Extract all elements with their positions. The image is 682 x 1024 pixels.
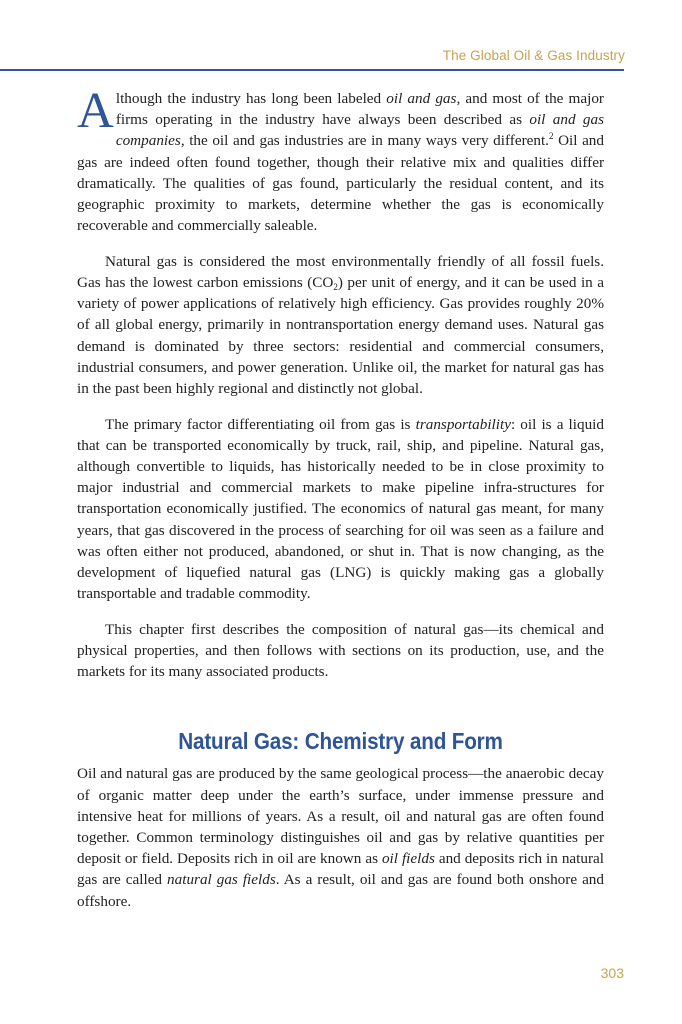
text-run: Oil and natural gas are produced by the same geological process—the anaerobic decay of organic matter deep under the earth’s surface, under immense pressure and intensive heat for millions of years. As a result, oil and natural gas are often found together. Common terminology distinguishes oil and gas by relative quantities per deposit or field. Deposits rich in oil are known as [77, 765, 604, 868]
section-heading: Natural Gas: Chemistry and Form [178, 728, 503, 755]
text-run: The primary factor differentiating oil from gas is [105, 415, 416, 433]
page-number: 303 [600, 965, 624, 981]
italic-term: oil and gas [386, 90, 457, 107]
body-text [77, 83, 604, 912]
italic-term: transportability [415, 415, 511, 433]
paragraph-transportability [77, 414, 604, 605]
italic-term: oil fields [381, 850, 435, 868]
subscript: 2 [333, 282, 338, 293]
footnote-marker: 2 [548, 131, 554, 142]
header-rule [0, 69, 624, 71]
text-run: and deposits rich in natural gas are called [77, 850, 604, 889]
text-run: , the oil and gas industries are in many ways very different. [180, 132, 549, 150]
text-run: lthough the industry has long been labeled [115, 90, 387, 107]
paragraph-intro [77, 83, 604, 236]
text-run: Natural gas is considered the most environmentally friendly of all fossil fuels. Gas has the lowest carbon emissions (CO [77, 252, 604, 292]
paragraph-chapter-overview: This chapter first describes the composition of natural gas—its chemical and physical properties, and then follows with sections on its production, use, and the markets for its many associated products. [77, 620, 604, 681]
text-run: , and most of the major firms operating in the industry have always been described as [115, 90, 604, 129]
paragraph-environment [77, 251, 604, 399]
paragraph-chemistry [77, 763, 604, 911]
text-run: . As a result, oil and gas are found both onshore and offshore. [77, 871, 604, 910]
text-run: : oil is a liquid that can be transported economically by truck, rail, ship, and pipeline. Natural gas, although convertible to liquids, has historically needed to be in close proximity to major industrial and commercial markets to make pipeline infra-structures for transportation economically justified. The economics of natural gas meant, for many years, that gas discovered in the process of searching for oil was seen as a failure and was often either not produced, abandoned, or shut in. That is now changing, as the development of liquefied natural gas (LNG) is quickly making gas a globally transportable and tradable commodity. [77, 415, 604, 603]
running-header: The Global Oil & Gas Industry [442, 48, 625, 63]
italic-term: oil and gas companies [115, 111, 604, 150]
text-run: Oil and gas are indeed often found together, though their relative mix and qualities differ dramatically. The qualities of gas found, particularly the residual content, and its geographic proximity to markets, determine whether the gas is economically recoverable and commercially saleable. [77, 132, 604, 235]
italic-term: natural gas fields [167, 871, 276, 889]
drop-cap: A [77, 83, 114, 139]
text-run: ) per unit of energy, and it can be used in a variety of power applications of relatively high efficiency. Gas provides roughly 20% of all global energy, primarily in nontransportation energy demand uses. Natural gas demand is dominated by three sectors: residential and commercial consumers, industrial consumers, and power generation. Unlike oil, the market for natural gas has in the past been highly regional and distinctly not global. [77, 274, 604, 398]
